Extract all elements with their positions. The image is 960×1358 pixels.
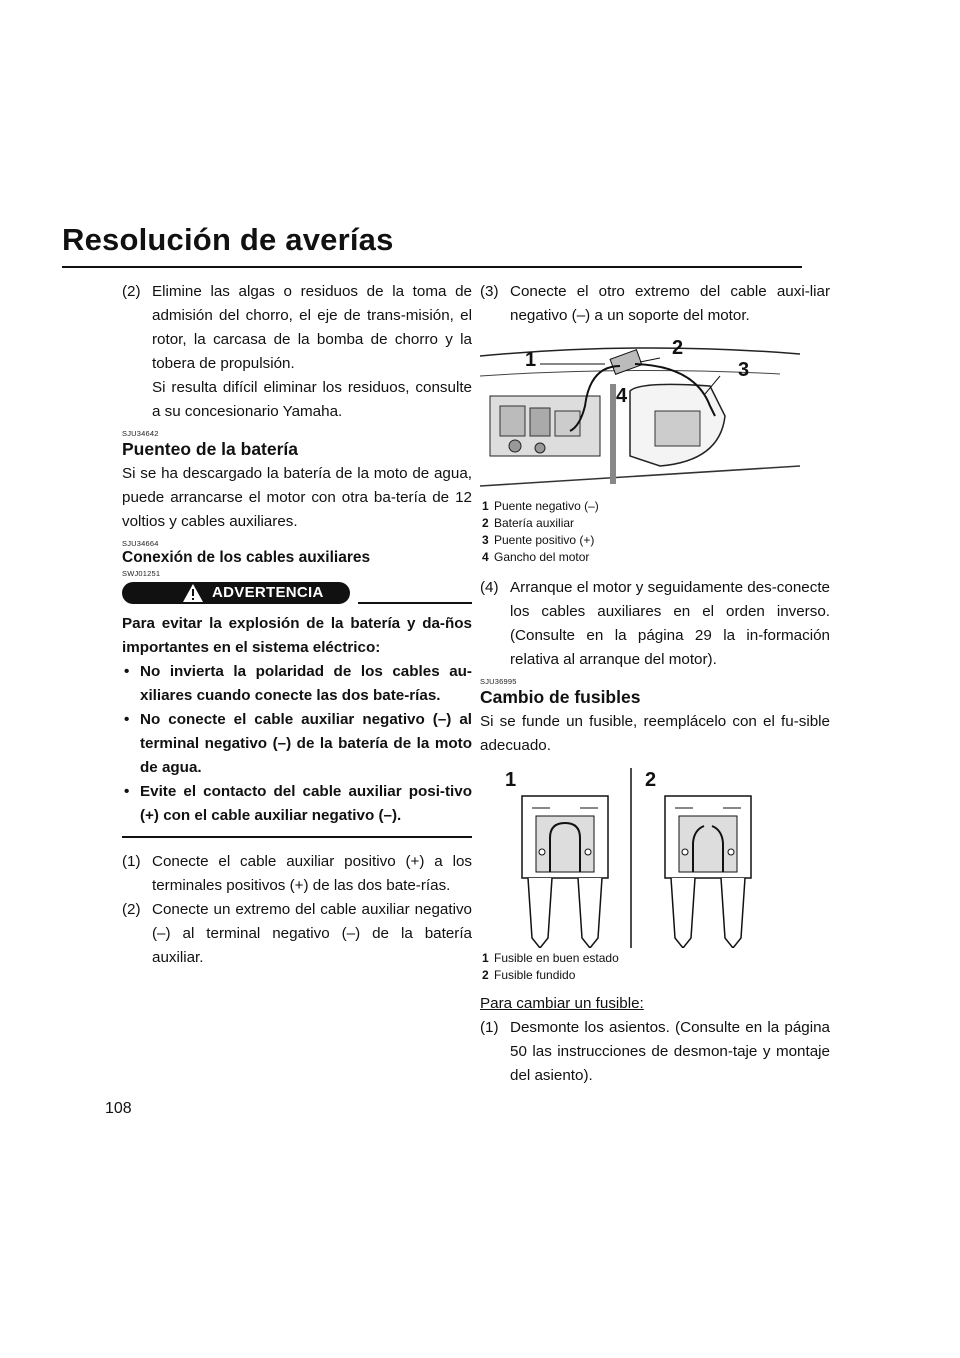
- section-text: Si se ha descargado la batería de la moto de agua, puede arrancarse el motor con otra ba-tería de 12 voltios y cables auxiliares.: [122, 465, 472, 530]
- step-text: Elimine las algas o residuos de la toma de admisión del chorro, el eje de trans-misión, el rotor, la carcasa de la bomba de chorro y la tobera de propulsión.: [152, 283, 472, 372]
- caption-item: 2 Batería auxiliar: [482, 516, 575, 530]
- warning-badge: [122, 582, 350, 604]
- fuse-good-icon: [522, 796, 608, 948]
- step-number: (1): [122, 853, 141, 870]
- step-1-connect-positive: [122, 850, 472, 898]
- bullet-dot: •: [124, 663, 130, 680]
- warning-label: ADVERTENCIA: [212, 584, 324, 601]
- step-number: (1): [480, 1019, 499, 1036]
- callout-2: 2: [645, 769, 657, 791]
- callout-4: 4: [616, 385, 628, 407]
- bullet-dot: •: [124, 783, 130, 800]
- step-text: Desmonte los asientos. (Consulte en la página 50 las instrucciones de desmon-taje y montaje del asiento).: [510, 1019, 830, 1084]
- step-4-start-engine: [480, 576, 830, 672]
- step-text: Conecte el otro extremo del cable auxi-liar negativo (–) a un soporte del motor.: [510, 283, 830, 324]
- fuse-blown-icon: [665, 796, 751, 948]
- caption-item: 2 Fusible fundido: [482, 968, 576, 982]
- bullet-text: Evite el contacto del cable auxiliar posi-tivo (+) con el cable auxiliar negativo (–).: [140, 783, 472, 824]
- warning-header: [122, 582, 472, 604]
- section-heading-cable-connection: Conexión de los cables auxiliares: [122, 549, 371, 566]
- warning-bullet: [122, 780, 472, 828]
- left-column: [122, 280, 472, 970]
- step-text: Conecte un extremo del cable auxiliar negativo (–) al terminal negativo (–) de la batería auxiliar.: [152, 901, 472, 966]
- bullet-dot: •: [124, 711, 130, 728]
- page-title: Resolución de averías: [62, 222, 394, 257]
- callout-3: 3: [738, 359, 750, 381]
- warning-bullet: [122, 708, 472, 780]
- step-3-connect-engine-mount: [480, 280, 830, 328]
- warning-code: SWJ01251: [122, 569, 161, 578]
- callout-1: 1: [525, 349, 537, 371]
- title-rule: [62, 266, 802, 268]
- step-text: Conecte el cable auxiliar positivo (+) a los terminales positivos (+) de las dos bate-rías.: [152, 853, 472, 894]
- step-2-connect-negative: [122, 898, 472, 970]
- warning-intro: Para evitar la explosión de la batería y da-ños importantes en el sistema eléctrico:: [122, 615, 472, 656]
- caption-item: 3 Puente positivo (+): [482, 533, 595, 547]
- step-1-remove-seats: [480, 1016, 830, 1088]
- bullet-text: No conecte el cable auxiliar negativo (–) al terminal negativo (–) de la batería de la moto de agua.: [140, 711, 472, 776]
- page-number: 108: [105, 1100, 132, 1117]
- section-code: SJU34664: [122, 539, 159, 548]
- section-code: SJU34642: [122, 429, 159, 438]
- jump-start-figure: [480, 336, 830, 496]
- step-text: Arranque el motor y seguidamente des-conecte los cables auxiliares en el orden inverso. (Consulte en la página 29 la in-formación relativa al arranque del motor).: [510, 579, 830, 668]
- caption-item: 4 Gancho del motor: [482, 550, 590, 564]
- step-number: (3): [480, 283, 499, 300]
- warning-bullet: [122, 660, 472, 708]
- warning-end-rule: [122, 836, 472, 838]
- step-2-remove-debris: [122, 280, 472, 424]
- bullet-text: No invierta la polaridad de los cables au-xiliares cuando conecte las dos bate-rías.: [140, 663, 472, 704]
- section-code: SJU36995: [480, 677, 517, 686]
- section-heading-fuses: Cambio de fusibles: [480, 687, 641, 707]
- caption-item: 1 Fusible en buen estado: [482, 951, 619, 965]
- warning-rule: [358, 602, 472, 604]
- section-text: Si se funde un fusible, reemplácelo con el fu-sible adecuado.: [480, 713, 830, 754]
- step-text-2: Si resulta difícil eliminar los residuos, consulte a su concesionario Yamaha.: [152, 379, 472, 420]
- fuse-figure: [480, 768, 830, 948]
- caption-item: 1 Puente negativo (–): [482, 499, 599, 513]
- figure-captions: [480, 950, 830, 984]
- step-number: (4): [480, 579, 499, 596]
- section-heading-jump-start: Puenteo de la batería: [122, 439, 299, 459]
- fuse-illustration: [480, 768, 800, 948]
- callout-2: 2: [672, 337, 684, 359]
- warning-triangle-icon: [182, 583, 204, 603]
- step-number: (2): [122, 901, 141, 918]
- callout-1: 1: [505, 769, 517, 791]
- step-number: (2): [122, 283, 141, 300]
- right-column: [480, 280, 830, 1088]
- figure-captions: [480, 498, 830, 566]
- howto-heading: Para cambiar un fusible:: [480, 995, 644, 1012]
